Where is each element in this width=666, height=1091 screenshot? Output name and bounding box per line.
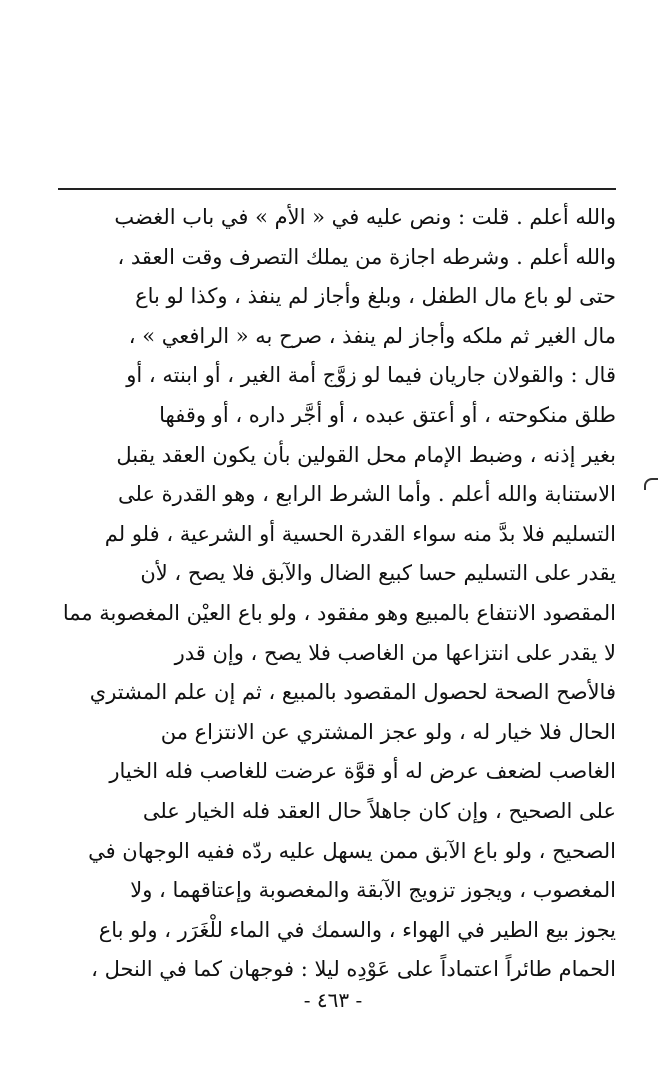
- text-line: الغاصب لضعف عرض له أو قوَّة عرضت للغاصب فله الخيار: [109, 759, 616, 784]
- text-line: قال : والقولان جاريان فيما لو زوَّج أمة الغير ، أو ابنته ، أو: [126, 363, 616, 388]
- text-line: المغصوب ، ويجوز تزويج الآبقة والمغصوبة وإعتاقهما ، ولا: [130, 878, 616, 903]
- text-line: والله أعلم . وشرطه اجازة من يملك التصرف وقت العقد ،: [117, 244, 616, 269]
- body-text: [60, 198, 616, 990]
- text-line: التسليم فلا بدَّ منه سواء القدرة الحسية أو الشرعية ، فلو لم: [104, 521, 616, 546]
- header-rule: [58, 188, 616, 190]
- text-line: لا يقدر على انتزاعها من الغاصب فلا يصح ، وإن قدر: [174, 640, 616, 665]
- text-line: مال الغير ثم ملكه وأجاز لم ينفذ ، صرح به « الرافعي » ،: [128, 323, 616, 348]
- text-line: الاستنابة والله أعلم . وأما الشرط الرابع ، وهو القدرة على: [117, 482, 616, 507]
- text-line: الحمام طائراً اعتماداً على عَوْدِه ليلا : فوجهان كما في النحل ،: [91, 957, 616, 982]
- text-line: المقصود الانتفاع بالمبيع وهو مفقود ، ولو باع العيْن المغصوبة مما: [62, 600, 616, 625]
- text-line: فالأصح الصحة لحصول المقصود بالمبيع ، ثم إن علم المشتري: [89, 680, 616, 705]
- margin-mark: [644, 478, 658, 490]
- text-line: حتى لو باع مال الطفل ، وبلغ وأجاز لم ينفذ ، وكذا لو باع: [135, 284, 616, 309]
- text-line: والله أعلم . قلت : ونص عليه في « الأم » في باب الغضب: [114, 205, 616, 229]
- text-line: بغير إذنه ، وضبط الإمام محل القولين بأن يكون العقد يقبل: [116, 442, 616, 467]
- text-line: الحال فلا خيار له ، ولو عجز المشتري عن الانتزاع من: [160, 719, 616, 744]
- text-line: الصحيح ، ولو باع الآبق ممن يسهل عليه ردّه ففيه الوجهان في: [88, 838, 616, 863]
- text-line: يقدر على التسليم حسا كبيع الضال والآبق فلا يصح ، لأن: [140, 561, 616, 586]
- page-number: - ٤٦٣ -: [303, 988, 363, 1012]
- text-line: طلق منكوحته ، أو أعتق عبده ، أو أجَّر داره ، أو وقفها: [159, 402, 616, 427]
- text-line: يجوز بيع الطير في الهواء ، والسمك في الماء للْغَرَر ، ولو باع: [98, 917, 616, 942]
- text-line: على الصحيح ، وإن كان جاهلاً حال العقد فله الخيار على: [142, 798, 616, 823]
